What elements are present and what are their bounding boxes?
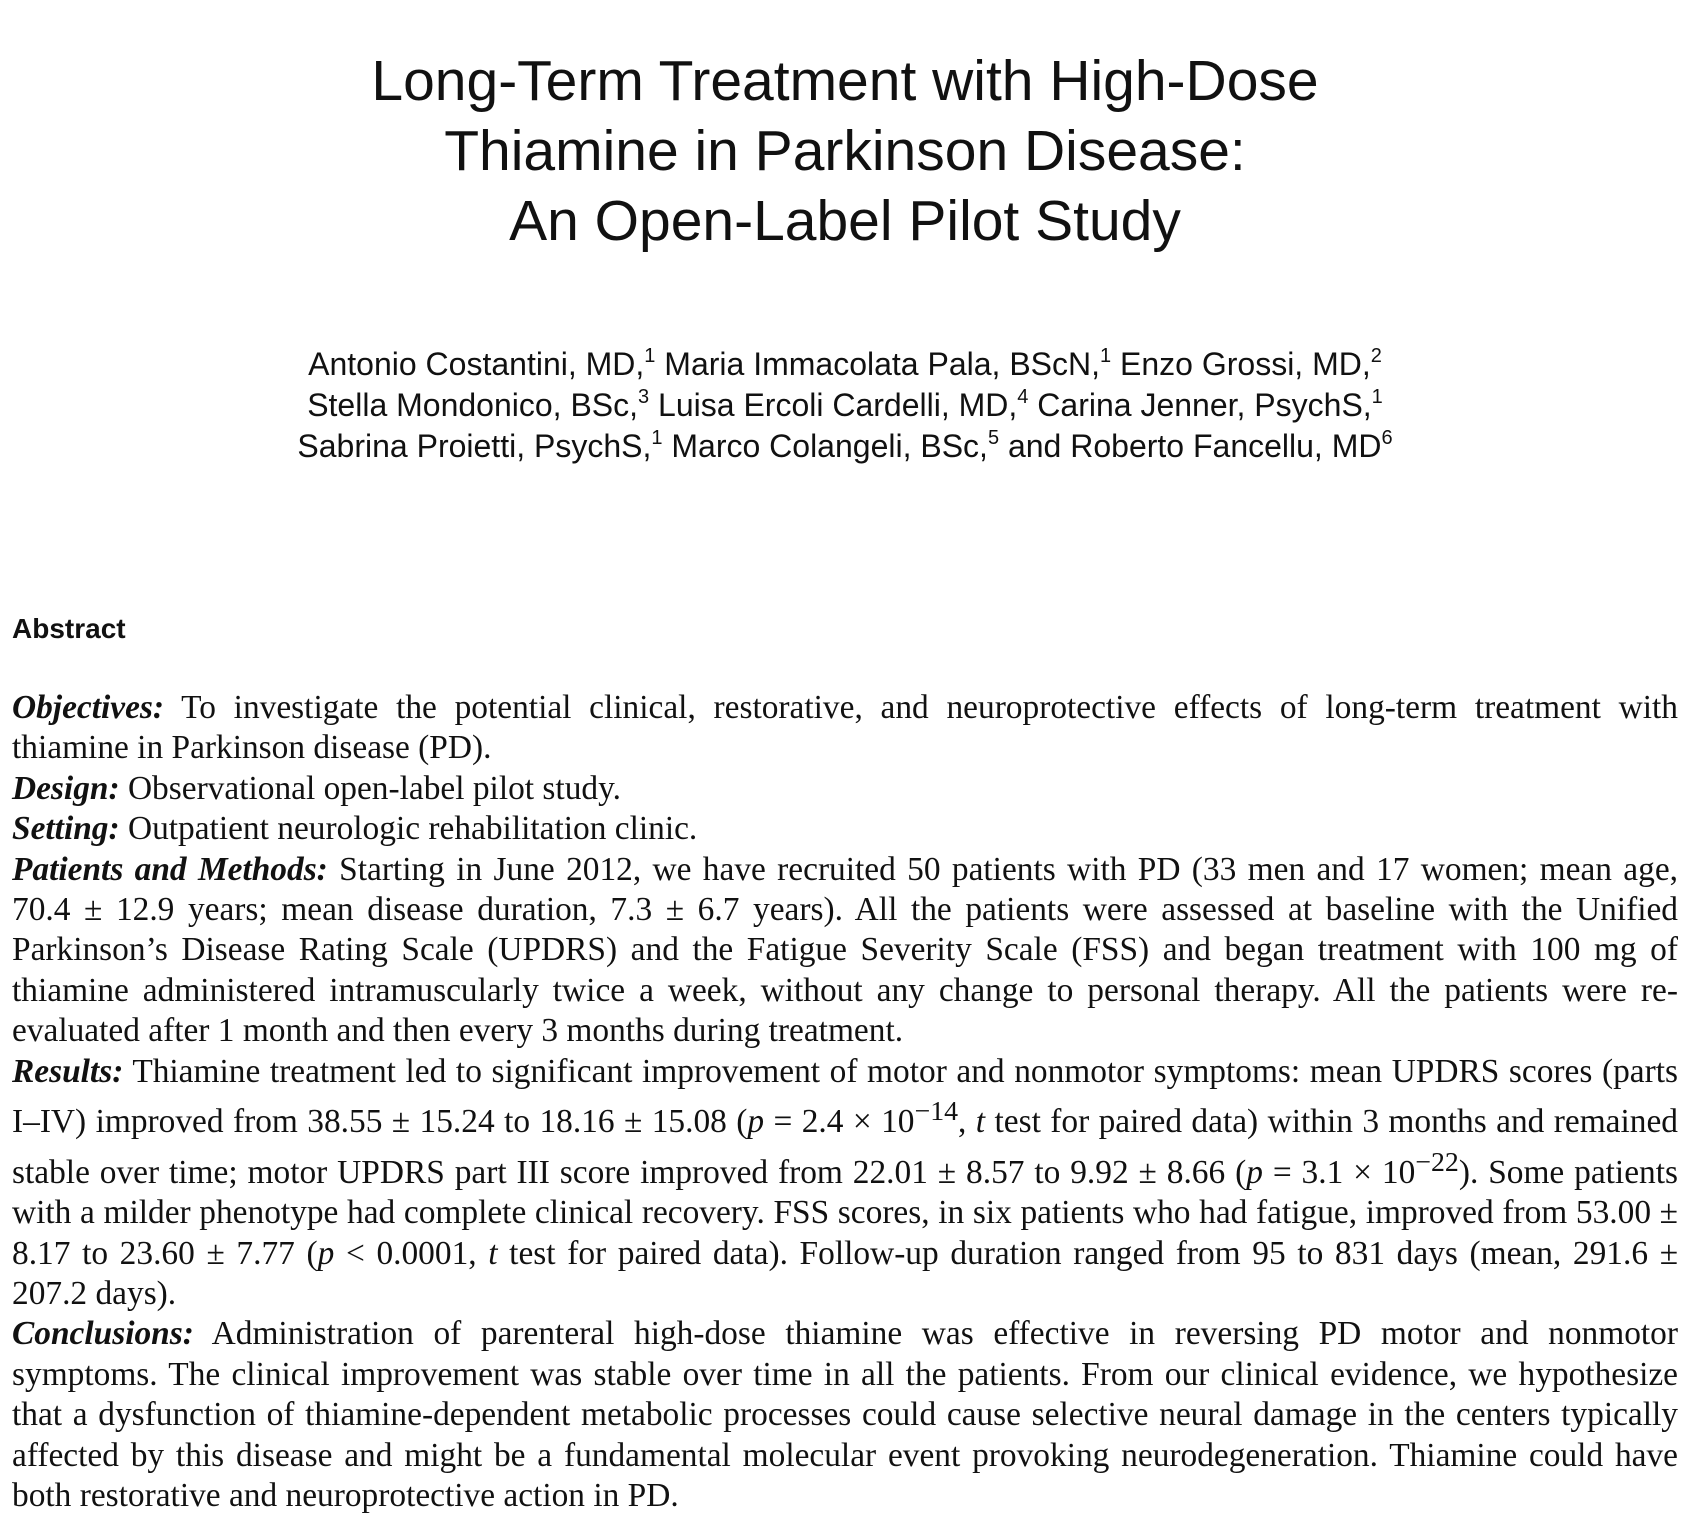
text-run: test for paired data) within 3 months and remained stable over time; motor UPDRS part III score improved from 22.01 ± 8.57 to 9.92 ± 8.66 ( [12,1103,1678,1191]
author-list [0,344,1690,467]
text-run: = 2.4 × 10 [764,1103,915,1141]
author-name: and Roberto Fancellu, MD [999,428,1382,464]
p-value-symbol: p [317,1234,335,1272]
section-text: To investigate the potential clinical, restorative, and neuroprotective effects of long-term treatment with thiamine in Parkinson disease (PD). [12,689,1678,767]
section-text: Outpatient neurologic rehabilitation clinic. [119,810,698,848]
affiliation-mark: 3 [638,386,650,408]
title-line: An Open-Label Pilot Study [509,189,1181,253]
abstract-design [12,769,1678,809]
section-label: Conclusions: [12,1315,194,1353]
title-line: Thiamine in Parkinson Disease: [444,119,1246,183]
author-name: Carina Jenner, PsychS, [1028,387,1372,423]
p-value-symbol: p [747,1103,765,1141]
affiliation-mark: 4 [1017,386,1029,408]
section-label: Results: [12,1052,124,1090]
text-run: < 0.0001, [334,1234,489,1272]
section-label: Design: [12,769,120,807]
section-text: Starting in June 2012, we have recruited 50 patients with PD (33 men and 17 women; mean age, 70.4 ± 12.9 years; mean disease duration, 7.3 ± 6.7 years). All the patients were assessed at baseline with the Unified Parkinson’s Disease Rating Scale (UPDRS) and the Fatigue Severity Scale (FSS) and began treatment with 100 mg of thiamine administered intramuscularly twice a week, without any change to personal therapy. All the patients were re-evaluated after 1 month and then every 3 months during treatment. [12,850,1678,1050]
section-label: Objectives: [12,689,165,726]
text-run: = 3.1 × 10 [1262,1153,1416,1191]
affiliation-mark: 1 [1371,386,1383,408]
abstract-body [12,688,1678,1516]
paper-title [0,46,1690,256]
author-name: Maria Immacolata Pala, BScN, [655,346,1100,382]
affiliation-mark: 1 [644,345,656,367]
affiliation-mark: 1 [651,427,663,449]
abstract-results [12,1052,1678,1315]
t-test-symbol: t [975,1103,986,1141]
section-text: Administration of parenteral high-dose thiamine was effective in reversing PD motor and nonmotor symptoms. The clinical improvement was stable over time in all the patients. From our clinical evidence, we hypothesize that a dysfunction of thiamine-dependent metabolic processes could cause selective neural damage in the centers typically affected by this disease and might be a fundamental molecular event provoking neurodegeneration. Thiamine could have both restorative and neuroprotective action in PD. [12,1315,1678,1514]
affiliation-mark: 2 [1370,345,1382,367]
exponent: −14 [914,1096,959,1128]
author-name: Sabrina Proietti, PsychS, [297,428,652,464]
text-run: , [958,1103,976,1141]
p-value-symbol: p [1246,1153,1263,1191]
abstract-setting [12,809,1678,849]
exponent: −22 [1415,1146,1459,1178]
text-run: test for paired data). Follow-up duration ranged from 95 to 831 days (mean, 291.6 ± 207.2 days). [12,1234,1679,1312]
section-text: Observational open-label pilot study. [119,769,621,807]
abstract-heading: Abstract [12,613,126,644]
author-line [0,426,1690,467]
abstract-patients-methods [12,850,1678,1052]
author-name: Enzo Grossi, MD, [1111,346,1371,382]
text-run: ). Some patients with a milder phenotype had complete clinical recovery. FSS scores, in six patients who had fatigue, improved from 53.00 ± 8.17 to 23.60 ± 7.77 ( [12,1153,1678,1272]
section-label: Setting: [12,810,120,848]
abstract-objectives [12,688,1678,769]
author-line [0,385,1690,426]
affiliation-mark: 5 [987,427,1000,449]
section-label: Patients and Methods: [12,850,328,888]
section-text [12,1053,1678,1312]
author-name: Antonio Costantini, MD, [308,346,645,382]
affiliation-mark: 1 [1100,345,1112,367]
text-run: Thiamine treatment led to significant improvement of motor and nonmotor symptoms: mean UPDRS scores (parts I–IV) improved from 38.55 ± 15.24 to 18.16 ± 15.08 ( [12,1052,1678,1141]
title-line: Long-Term Treatment with High-Dose [371,49,1319,113]
author-name: Stella Mondonico, BSc, [307,387,639,423]
affiliation-mark: 6 [1381,427,1393,449]
abstract-conclusions [12,1314,1678,1516]
t-test-symbol: t [488,1234,498,1272]
author-name: Marco Colangeli, BSc, [662,428,988,464]
author-name: Luisa Ercoli Cardelli, MD, [649,387,1018,423]
author-line [0,344,1690,385]
